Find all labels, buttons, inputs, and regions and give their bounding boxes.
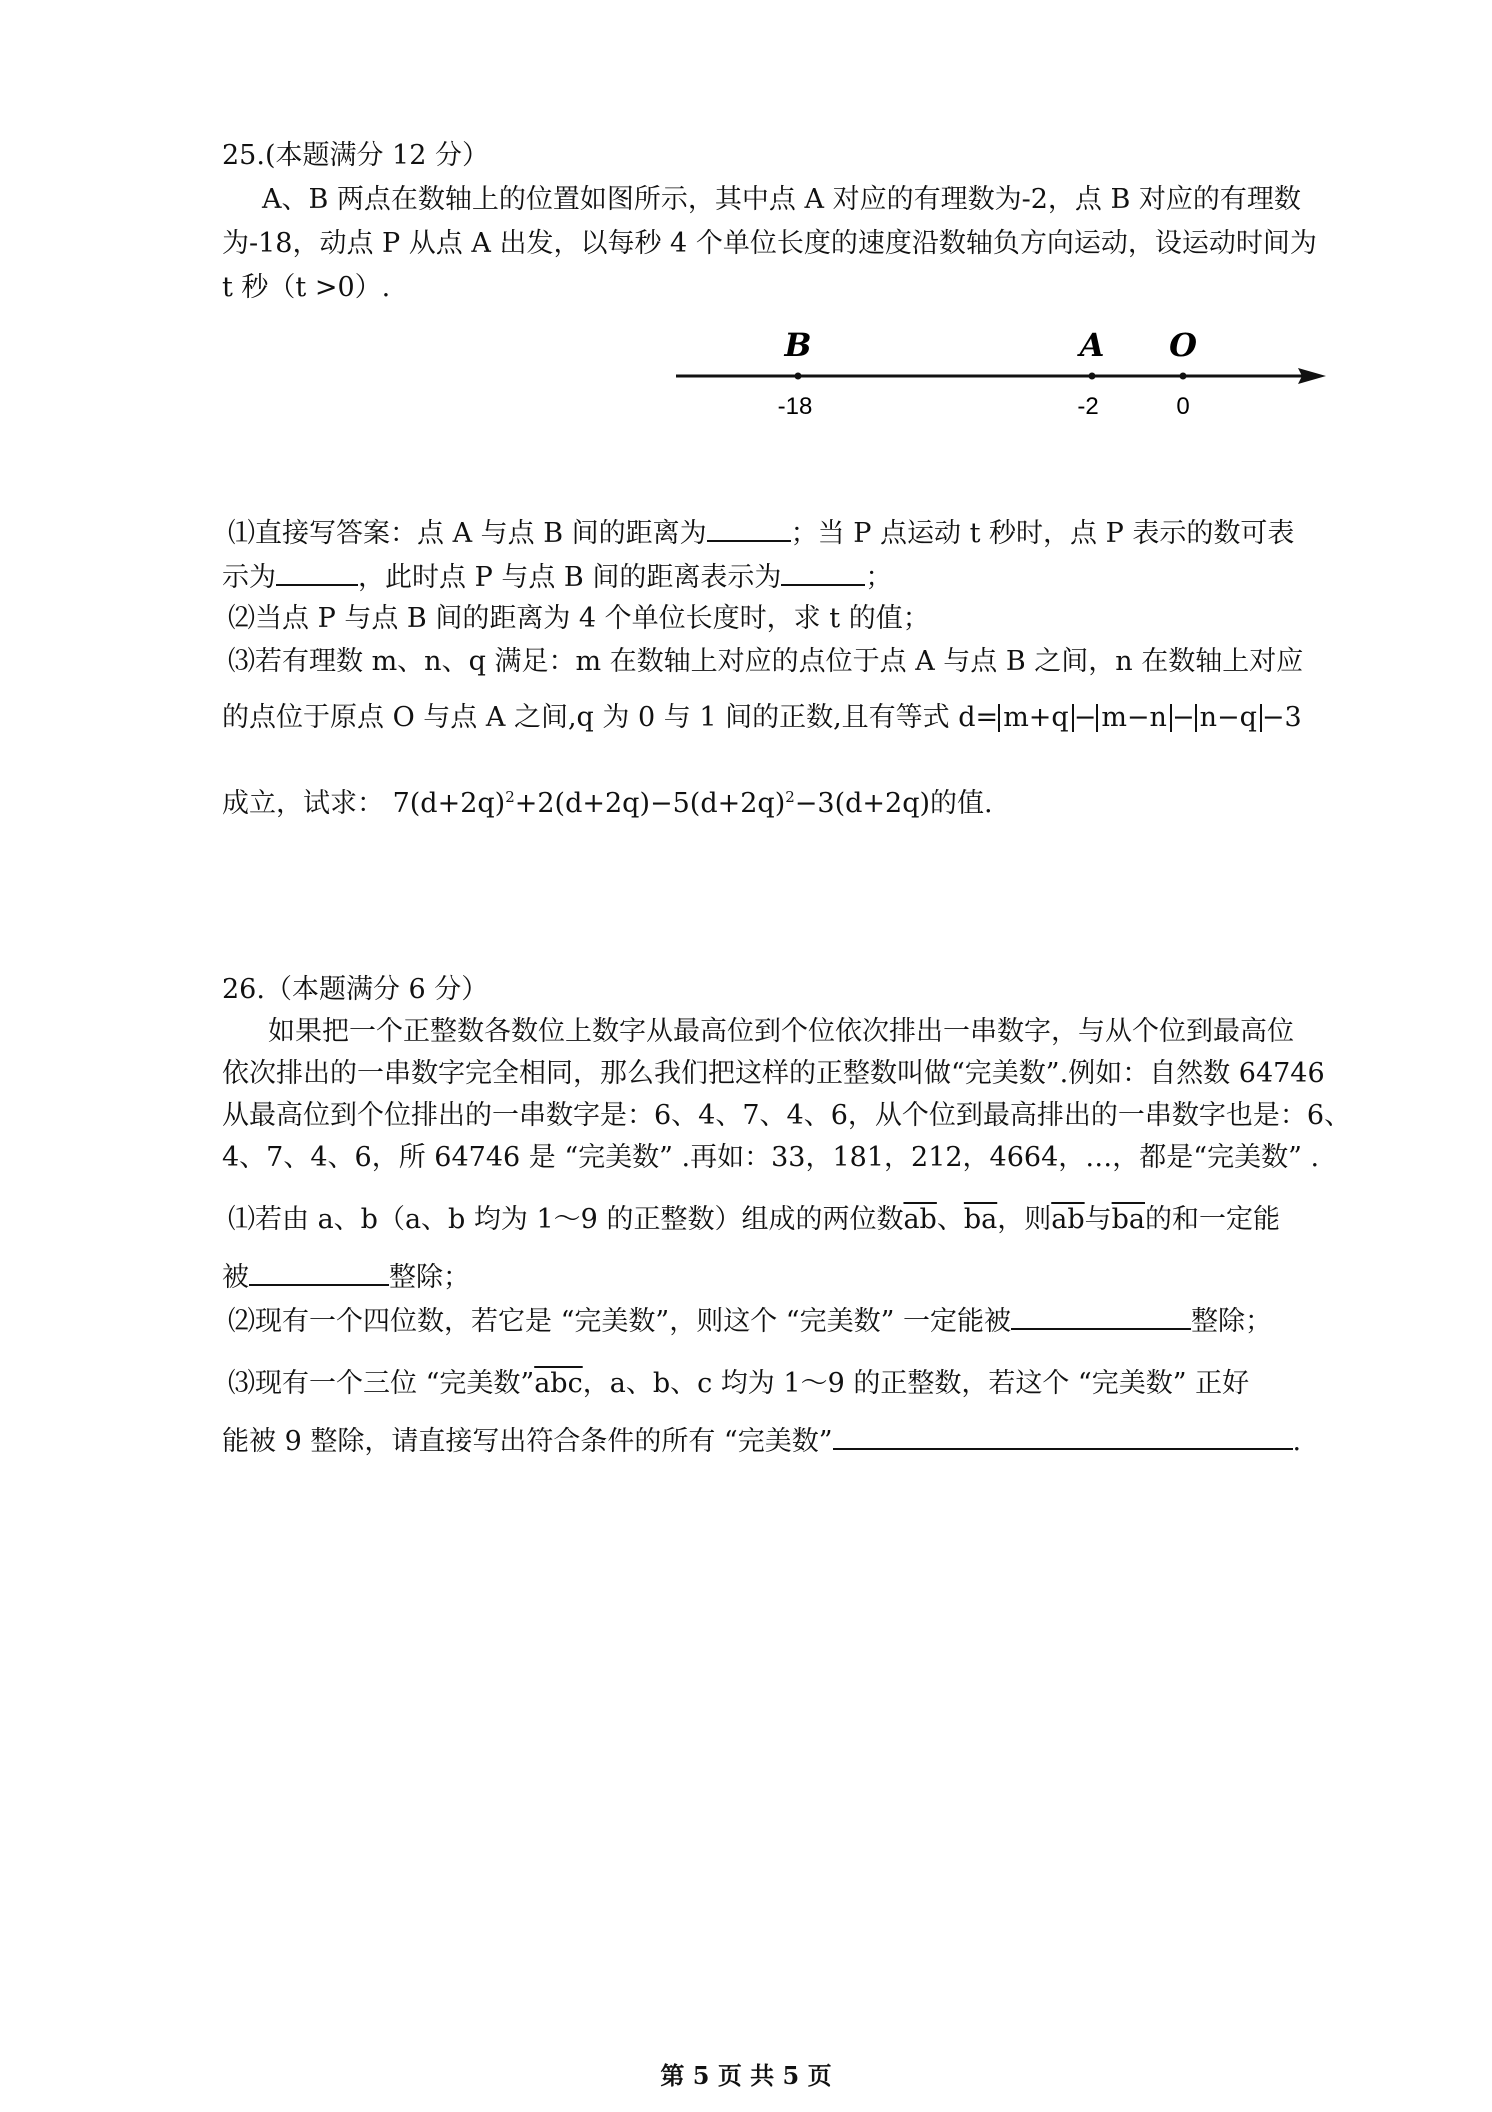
q25-part3-line3 [222,790,993,817]
q25-part3-text-b: 的点位于原点 O 与点 A 之间,q 为 0 与 1 间的正数,且有等式 [222,702,950,733]
q26-part1-sep: 、 [936,1204,964,1235]
q25-part1-text-b: ；当 P 点运动 t 秒时，点 P 表示的数可表 [790,518,1295,549]
q26-part1-line1 [228,1206,1280,1233]
overline-abc: $\overline{abc}$ [534,1368,583,1399]
page-footer: 第 5 页 共 5 页 [660,2061,832,2090]
q26-part1-text-d: 被 [222,1262,249,1293]
q25-part3-text-c: 成立，试求： [222,788,384,819]
answer-blank-point-p-value[interactable] [276,562,358,586]
answer-blank-divisor-four-digit[interactable] [1011,1306,1191,1330]
point-b-label: B [784,326,812,364]
answer-blank-divisor-two-digit[interactable] [249,1262,389,1286]
q25-intro-line2: 为-18，动点 P 从点 A 出发，以每秒 4 个单位长度的速度沿数轴负方向运动，设运动时间为 [222,228,1317,259]
q25-part1-line1 [228,518,1294,547]
q25-heading: 25.(本题满分 12 分） [222,140,489,171]
q26-part3-text-c: 能被 9 整除，请直接写出符合条件的所有 “完美数” [222,1426,833,1457]
q26-intro-line1: 如果把一个正整数各数位上数字从最高位到个位依次排出一串数字，与从个位到最高位 [268,1016,1294,1047]
q26-part3-text-b: ，a、b、c 均为 1～9 的正整数，若这个 “完美数” 正好 [582,1368,1250,1399]
q26-part3-text-d: . [1292,1426,1302,1457]
answer-blank-distance-ab[interactable] [707,518,791,542]
overline-ba-2: $\overline{ba}$ [1111,1204,1146,1235]
q26-intro-line4: 4、7、4、6，所 64746 是 “完美数” .再如：33，181，212，4664，…，都是“完美数” . [222,1142,1320,1173]
q26-part1-text-c: 的和一定能 [1145,1204,1281,1235]
q25-intro-line3: t 秒（t >0）. [222,272,391,303]
q25-part3-line2 [222,704,1302,732]
point-b-value: -18 [777,393,813,420]
q26-part2-text-a: ⑵现有一个四位数，若它是 “完美数”，则这个 “完美数” 一定能被 [228,1306,1011,1337]
q26-part2-text-b: 整除； [1190,1306,1272,1337]
number-line-figure [668,320,1328,430]
q25-intro-line1: A、B 两点在数轴上的位置如图所示，其中点 A 对应的有理数为-2，点 B 对应的有理数 [262,184,1301,215]
q26-part1-text-e: 整除； [389,1262,470,1293]
q26-intro-line2: 依次排出的一串数字完全相同，那么我们把这样的正整数叫做“完美数”.例如：自然数 64746 [222,1058,1325,1089]
point-o-label: O [1169,326,1197,364]
q26-part1-line2 [222,1262,470,1291]
q25-part3-line1: ⑶若有理数 m、n、q 满足：m 在数轴上对应的点位于点 A 与点 B 之间，n 在数轴上对应 [228,646,1304,677]
q25-part1-text-e: ； [865,562,893,593]
expression-evaluate: $7(d+2q)^2+2(d+2q)-5(d+2q)^2-3(d+2q)$ [384,788,931,819]
q26-intro-line3: 从最高位到个位排出的一串数字是：6、4、7、4、6，从个位到最高排出的一串数字也是：6、 [222,1100,1352,1131]
answer-blank-distance-pb[interactable] [781,562,865,586]
q25-part1-line2 [222,562,892,591]
equation-d: d= m+q − m−n − n−q −3 [949,702,1302,733]
q25-part1-text-a: ⑴直接写答案：点 A 与点 B 间的距离为 [228,518,707,549]
q26-part1-and: 与 [1084,1204,1112,1235]
q25-part1-text-d: ，此时点 P 与点 B 间的距离表示为 [358,562,782,593]
q25-part1-text-c: 示为 [222,562,276,593]
q26-part3-line1 [228,1370,1249,1397]
point-a-dot [1089,373,1096,380]
point-o-dot [1180,373,1187,380]
overline-ab-2: $\overline{ab}$ [1051,1204,1085,1235]
overline-ba: $\overline{ba}$ [963,1204,998,1235]
answer-blank-perfect-numbers[interactable] [833,1426,1293,1450]
q26-heading: 26.（本题满分 6 分） [222,974,489,1005]
point-a-label: A [1079,326,1105,364]
point-a-value: -2 [1077,393,1099,420]
q26-part1-text-a: ⑴若由 a、b（a、b 均为 1～9 的正整数）组成的两位数 [228,1204,904,1235]
overline-ab: $\overline{ab}$ [903,1204,937,1235]
number-line-arrow-icon [1298,368,1326,384]
q26-part3-text-a: ⑶现有一个三位 “完美数” [228,1368,535,1399]
point-o-value: 0 [1176,393,1190,420]
q26-part3-line2 [222,1426,1301,1455]
q26-part1-text-b: ，则 [997,1204,1052,1235]
q25-part3-text-d: 的值. [930,788,993,819]
point-b-dot [795,373,802,380]
q26-part2 [228,1306,1272,1335]
q25-part2: ⑵当点 P 与点 B 间的距离为 4 个单位长度时，求 t 的值； [228,603,930,634]
